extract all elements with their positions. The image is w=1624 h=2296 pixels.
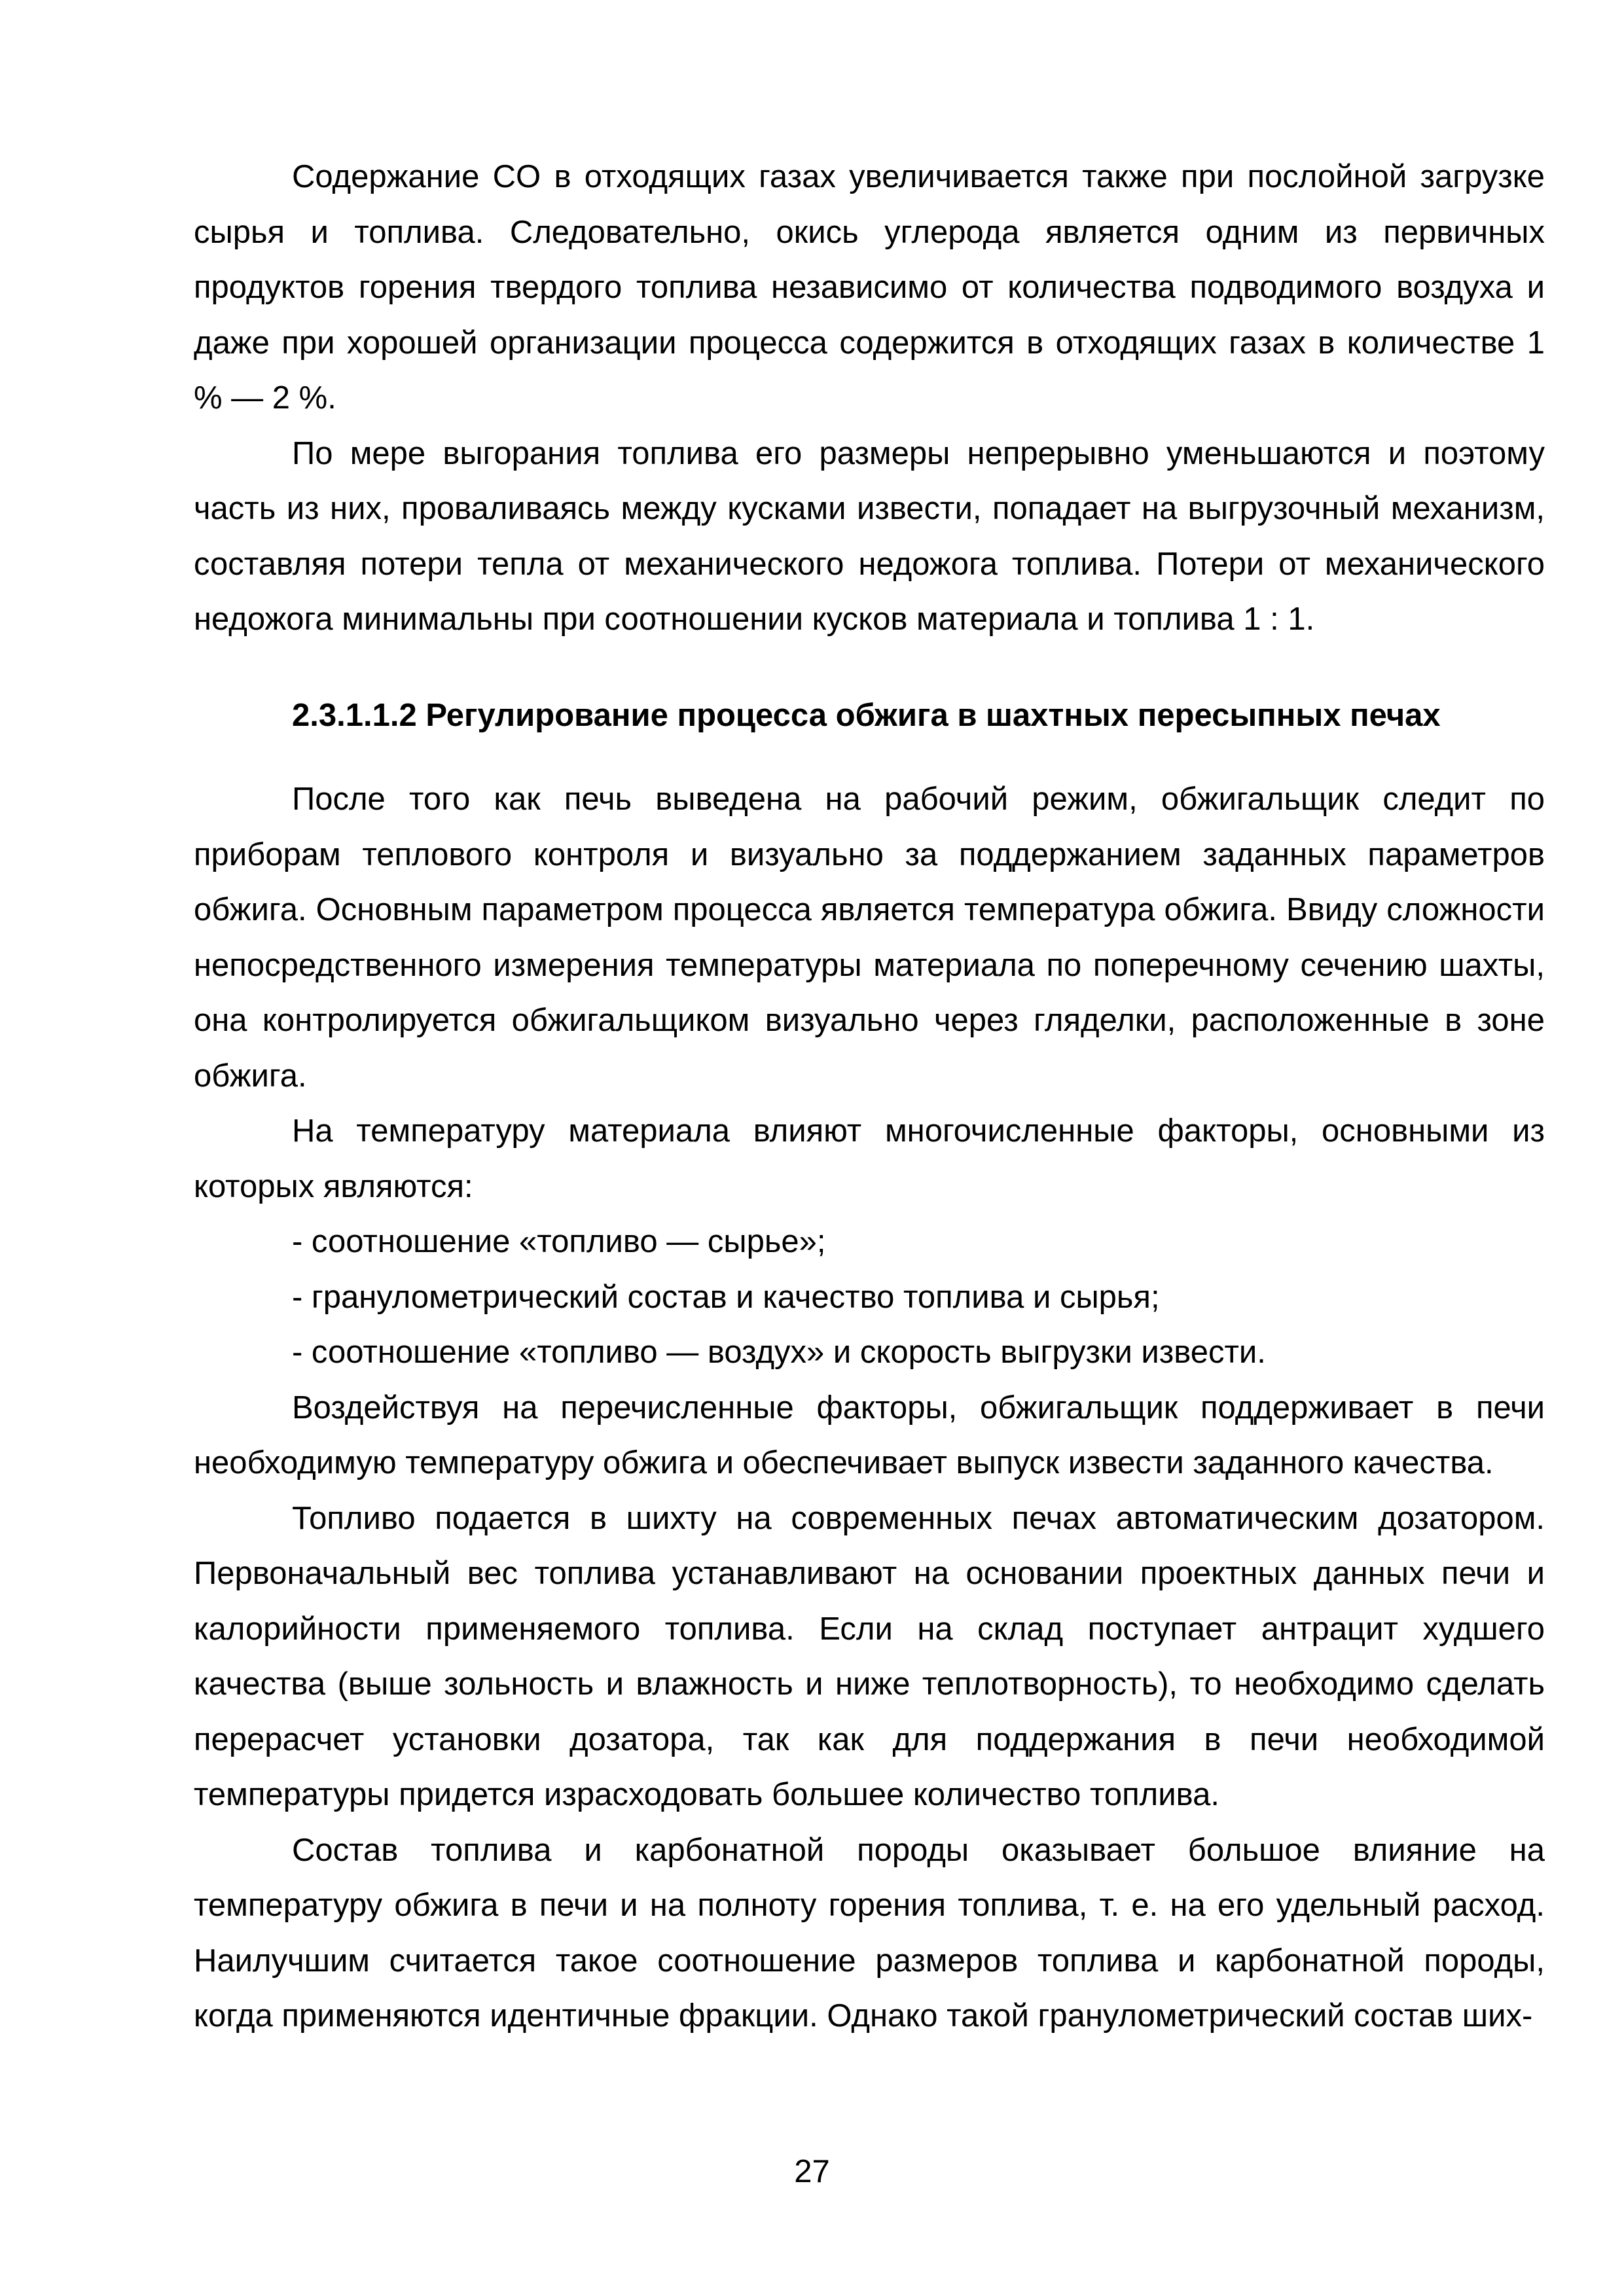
- list-item: - гранулометрический состав и качество топлива и сырья;: [292, 1279, 1160, 1315]
- paragraph: Содержание CO в отходящих газах увеличивается также при послойной загрузке сырья и топлива. Следовательно, окись углерода является одним из первичных продуктов горения твердого топлива независимо от количества подводимого воздуха и даже при хорошей организации процесса содержится в отходящих газах в количестве 1 % — 2 %.: [194, 159, 1545, 416]
- list-item: - соотношение «топливо — воздух» и скорость выгрузки извести.: [292, 1335, 1266, 1370]
- page-content: [194, 149, 1545, 2044]
- paragraph: Состав топлива и карбонатной породы оказывает большое влияние на температуру обжига в печи и на полноту горения топлива, т. е. на его удельный расход. Наилучшим считается такое соотношение размеров топлива и карбонатной породы, когда применяются идентичные фракции. Однако такой гранулометрический состав ших-: [194, 1832, 1545, 2034]
- section-heading: 2.3.1.1.2 Регулирование процесса обжига в шахтных пересыпных печах: [292, 697, 1441, 733]
- paragraph: После того как печь выведена на рабочий режим, обжигальщик следит по приборам теплового контроля и визуально за поддержанием заданных параметров обжига. Основным параметром процесса является температура обжига. Ввиду сложности непосредственного измерения температуры материала по поперечному сечению шахты, она контролируется обжигальщиком визуально через гляделки, расположенные в зоне обжига.: [194, 781, 1545, 1094]
- paragraph: На температуру материала влияют многочисленные факторы, основными из которых являются:: [194, 1113, 1545, 1204]
- paragraph: Воздействуя на перечисленные факторы, обжигальщик поддерживает в печи необходимую температуру обжига и обеспечивает выпуск извести заданного качества.: [194, 1390, 1545, 1480]
- list-item: - соотношение «топливо — сырье»;: [292, 1224, 826, 1259]
- page-number: 27: [794, 2154, 830, 2189]
- paragraph: По мере выгорания топлива его размеры непрерывно уменьшаются и поэтому часть из них, проваливаясь между кусками извести, попадает на выгрузочный механизм, составляя потери тепла от механического недожога топлива. Потери от механического недожога минимальны при соотношении кусков материала и топлива 1 : 1.: [194, 435, 1545, 637]
- paragraph: Топливо подается в шихту на современных печах автоматическим дозатором. Первоначальный вес топлива устанавливают на основании проектных данных печи и калорийности применяемого топлива. Если на склад поступает антрацит худшего качества (выше зольность и влажность и ниже теплотворность), то необходимо сделать перерасчет установки дозатора, так как для поддержания в печи необходимой температуры придется израсходовать большее количество топлива.: [194, 1500, 1545, 1812]
